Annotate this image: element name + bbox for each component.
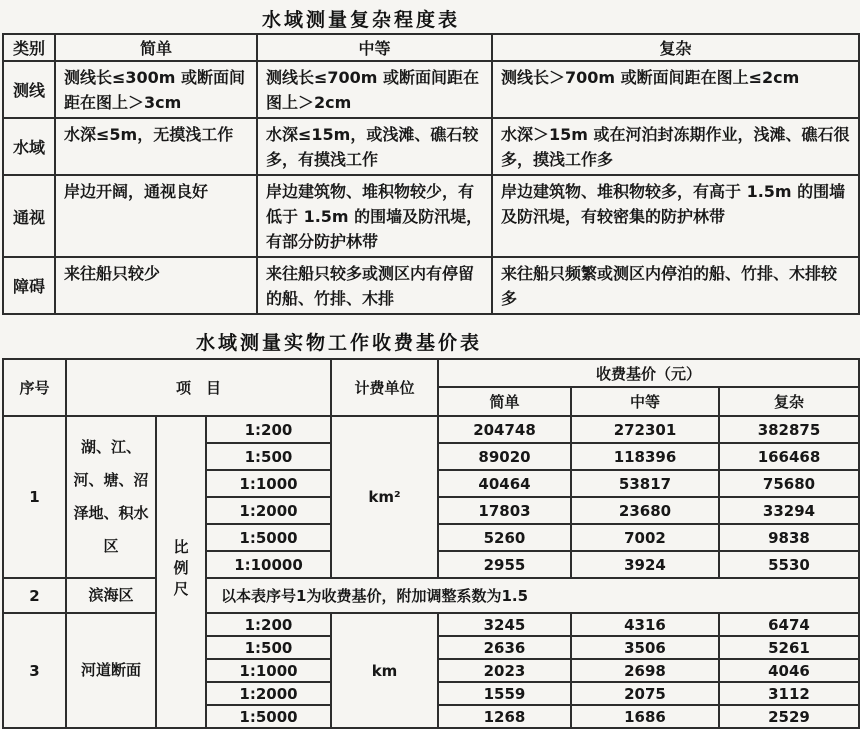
table-row — [3, 175, 859, 257]
value-cell: 3112 — [719, 682, 859, 705]
value-cell: 1268 — [438, 705, 571, 728]
value-cell: 5530 — [719, 551, 859, 578]
header-category: 类别 — [3, 34, 55, 61]
cell-complex: 水深＞15m 或在河泊封冻期作业，浅滩、礁石很多，摸浅工作多 — [492, 118, 859, 175]
complexity-table-title: 水域测量复杂程度表 — [262, 9, 461, 31]
row-label-obstacle: 障碍 — [3, 257, 55, 314]
value-cell: 272301 — [571, 416, 719, 443]
value-cell: 204748 — [438, 416, 571, 443]
scale-cell: 1:2000 — [206, 497, 331, 524]
cell-simple: 来往船只较少 — [55, 257, 257, 314]
value-cell: 17803 — [438, 497, 571, 524]
fee-row — [3, 613, 859, 636]
cell-complex: 测线长＞700m 或断面间距在图上≤2cm — [492, 61, 859, 118]
scale-cell: 1:200 — [206, 613, 331, 636]
header-level-medium: 中等 — [571, 387, 719, 416]
scale-axis-label: 比例尺 — [171, 538, 190, 602]
value-cell: 118396 — [571, 443, 719, 470]
cell-complex: 岸边建筑物、堆积物较多，有高于 1.5m 的围墙及防汛堤，有较密集的防护林带 — [492, 175, 859, 257]
scale-axis-cell — [156, 416, 206, 728]
scale-cell: 1:5000 — [206, 705, 331, 728]
header-item: 项 目 — [66, 359, 331, 416]
complexity-table — [2, 33, 860, 315]
cell-simple: 测线长≤300m 或断面间距在图上＞3cm — [55, 61, 257, 118]
value-cell: 75680 — [719, 470, 859, 497]
fee-row-note — [3, 578, 859, 613]
table-row — [3, 118, 859, 175]
value-cell: 89020 — [438, 443, 571, 470]
cell-simple: 水深≤5m，无摸浅工作 — [55, 118, 257, 175]
scale-cell: 1:500 — [206, 443, 331, 470]
header-price-group: 收费基价（元） — [438, 359, 859, 387]
scale-cell: 1:1000 — [206, 470, 331, 497]
unit-cell-km: km — [331, 613, 438, 728]
value-cell: 2075 — [571, 682, 719, 705]
value-cell: 166468 — [719, 443, 859, 470]
value-cell: 2698 — [571, 659, 719, 682]
value-cell: 3924 — [571, 551, 719, 578]
cell-medium: 测线长≤700m 或断面间距在图上＞2cm — [257, 61, 492, 118]
row-label-water-area: 水域 — [3, 118, 55, 175]
value-cell: 2529 — [719, 705, 859, 728]
cell-complex: 来往船只频繁或测区内停泊的船、竹排、木排较多 — [492, 257, 859, 314]
header-complex: 复杂 — [492, 34, 859, 61]
header-simple: 简单 — [55, 34, 257, 61]
value-cell: 2955 — [438, 551, 571, 578]
fee-table-title: 水域测量实物工作收费基价表 — [196, 332, 483, 354]
table-row — [3, 257, 859, 314]
table-header-row — [3, 34, 859, 61]
scale-cell: 1:1000 — [206, 659, 331, 682]
unit-cell-km2: km² — [331, 416, 438, 578]
value-cell: 6474 — [719, 613, 859, 636]
header-level-complex: 复杂 — [719, 387, 859, 416]
header-billing-unit: 计费单位 — [331, 359, 438, 416]
scale-cell: 1:2000 — [206, 682, 331, 705]
cell-medium: 岸边建筑物、堆积物较少，有低于 1.5m 的围墙及防汛堤，有部分防护林带 — [257, 175, 492, 257]
seq-cell-1: 1 — [3, 416, 66, 578]
cell-simple: 岸边开阔，通视良好 — [55, 175, 257, 257]
fee-row — [3, 416, 859, 443]
scale-cell: 1:5000 — [206, 524, 331, 551]
fee-table — [2, 358, 860, 729]
value-cell: 4046 — [719, 659, 859, 682]
header-seq: 序号 — [3, 359, 66, 416]
cell-medium: 来往船只较多或测区内有停留的船、竹排、木排 — [257, 257, 492, 314]
fee-header-row-1 — [3, 359, 859, 387]
value-cell: 9838 — [719, 524, 859, 551]
header-level-simple: 简单 — [438, 387, 571, 416]
table-row — [3, 61, 859, 118]
scale-cell: 1:500 — [206, 636, 331, 659]
note-cell: 以本表序号1为收费基价，附加调整系数为1.5 — [206, 578, 859, 613]
value-cell: 2636 — [438, 636, 571, 659]
name-cell-river-section: 河道断面 — [66, 613, 156, 728]
row-label-survey-line: 测线 — [3, 61, 55, 118]
seq-cell-2: 2 — [3, 578, 66, 613]
scale-cell: 1:10000 — [206, 551, 331, 578]
value-cell: 3506 — [571, 636, 719, 659]
row-label-visibility: 通视 — [3, 175, 55, 257]
value-cell: 7002 — [571, 524, 719, 551]
value-cell: 23680 — [571, 497, 719, 524]
cell-medium: 水深≤15m，或浅滩、礁石较多，有摸浅工作 — [257, 118, 492, 175]
name-cell-coastal: 滨海区 — [66, 578, 156, 613]
value-cell: 2023 — [438, 659, 571, 682]
value-cell: 5260 — [438, 524, 571, 551]
value-cell: 1559 — [438, 682, 571, 705]
value-cell: 40464 — [438, 470, 571, 497]
value-cell: 1686 — [571, 705, 719, 728]
value-cell: 5261 — [719, 636, 859, 659]
scale-cell: 1:200 — [206, 416, 331, 443]
header-medium: 中等 — [257, 34, 492, 61]
value-cell: 3245 — [438, 613, 571, 636]
name-cell-lakes: 湖、江、河、塘、沼泽地、积水区 — [66, 416, 156, 578]
value-cell: 4316 — [571, 613, 719, 636]
value-cell: 382875 — [719, 416, 859, 443]
value-cell: 53817 — [571, 470, 719, 497]
value-cell: 33294 — [719, 497, 859, 524]
seq-cell-3: 3 — [3, 613, 66, 728]
